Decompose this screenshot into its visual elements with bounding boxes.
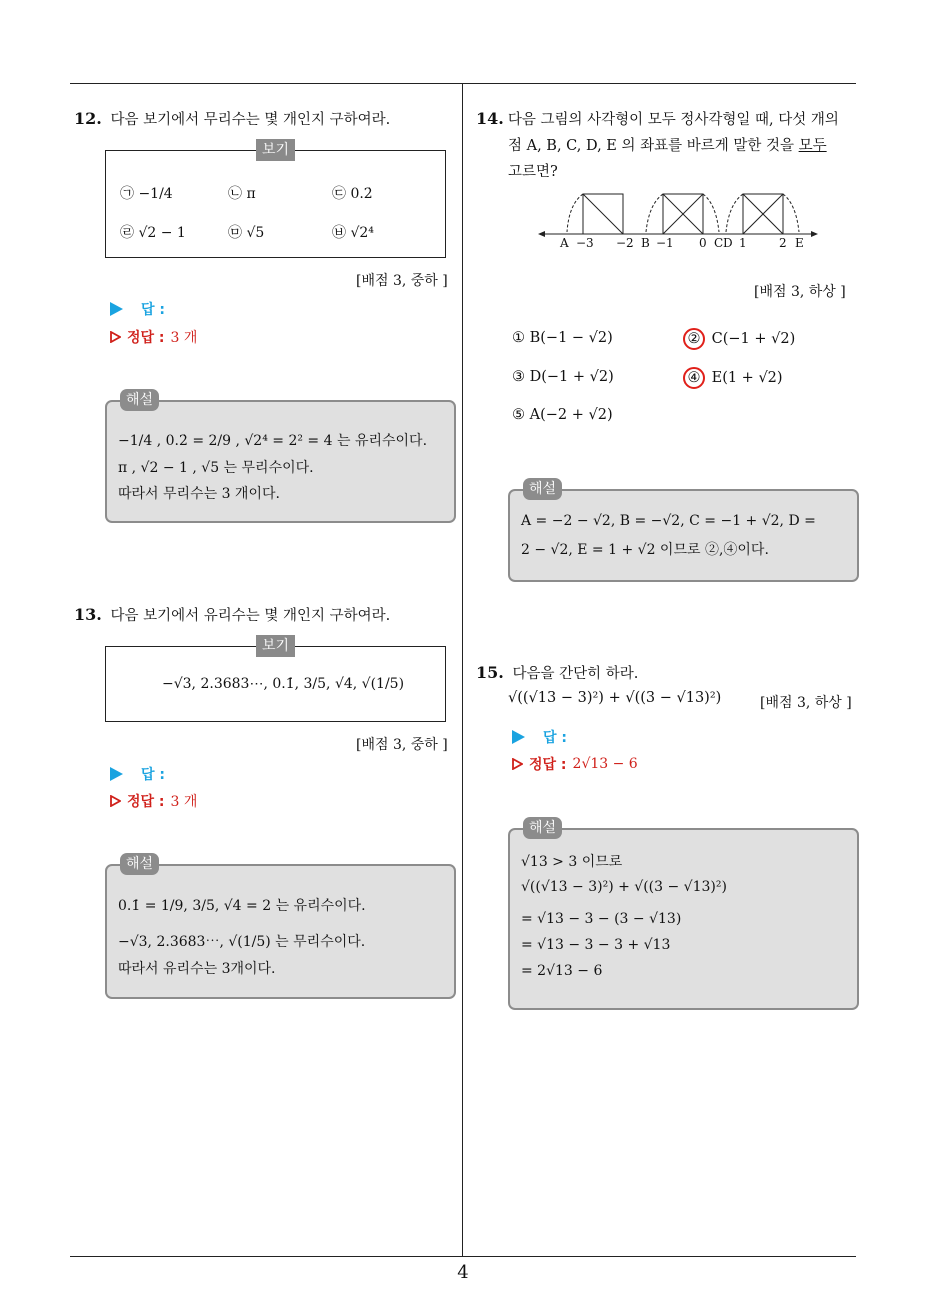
q13-correct-row bbox=[110, 791, 197, 811]
q14-question bbox=[476, 106, 861, 185]
outline-triangle-icon bbox=[110, 331, 121, 343]
q15-score: [배점 3, 하상 ] bbox=[760, 695, 852, 711]
q14-choice-5 bbox=[512, 407, 613, 423]
q12-answer-label: 답 : bbox=[141, 302, 165, 318]
arc-to-B bbox=[646, 194, 663, 232]
q15-correct-row bbox=[512, 754, 638, 774]
tick-2: 2 bbox=[779, 236, 787, 250]
label-B: B bbox=[641, 236, 650, 250]
marked-choice-number: ② bbox=[683, 328, 705, 350]
play-arrow-icon bbox=[512, 730, 525, 744]
q14-choice-4 bbox=[683, 367, 783, 389]
marked-choice-number: ④ bbox=[683, 367, 705, 389]
q13-bogi-content: −√3, 2.3683⋯, 0.1̇, 3/5, √4, √(1/5) bbox=[162, 676, 405, 692]
q15-expl-line-3: = √13 − 3 − (3 − √13) bbox=[521, 911, 682, 927]
q12-item-5: ㉤ √5 bbox=[228, 225, 265, 241]
tick-minus-3: −3 bbox=[576, 236, 594, 250]
q15-answer-label: 답 : bbox=[543, 730, 567, 746]
tick-minus-1: −1 bbox=[656, 236, 674, 250]
q12-score: [배점 3, 중하 ] bbox=[356, 273, 448, 289]
q14-text-line1: 다음 그림의 사각형이 모두 정사각형일 때, 다섯 개의 bbox=[507, 112, 839, 128]
tick-minus-2: −2 bbox=[616, 236, 634, 250]
q13-correct-value: 3 개 bbox=[170, 794, 198, 810]
q13-number: 13. bbox=[74, 605, 102, 624]
q13-text: 다음 보기에서 유리수는 몇 개인지 구하여라. bbox=[110, 608, 391, 624]
q14-number: 14. bbox=[476, 109, 504, 128]
q14-expl-line-1: A = −2 − √2, B = −√2, C = −1 + √2, D = bbox=[521, 513, 816, 529]
q15-text: 다음을 간단히 하라. bbox=[512, 666, 639, 682]
q15-expl-line-5: = 2√13 − 6 bbox=[521, 963, 603, 979]
q12-correct-value: 3 개 bbox=[170, 330, 198, 346]
q12-bogi-label: 보기 bbox=[256, 139, 295, 161]
q14-score: [배점 3, 하상 ] bbox=[754, 284, 846, 300]
q15-expl-line-2: √((√13 − 3)²) + √((3 − √13)²) bbox=[521, 879, 727, 895]
play-arrow-icon bbox=[110, 302, 123, 316]
play-arrow-icon bbox=[110, 767, 123, 781]
choice-number: ③ bbox=[512, 369, 525, 385]
label-E: E bbox=[795, 236, 804, 250]
choice-text: C(−1 + √2) bbox=[711, 331, 796, 347]
arc-to-D bbox=[726, 194, 743, 232]
q14-expl-label: 해설 bbox=[523, 478, 562, 500]
choice-text: E(1 + √2) bbox=[711, 370, 783, 386]
arc-to-E bbox=[783, 194, 799, 232]
outline-triangle-icon bbox=[110, 795, 121, 807]
q15-question bbox=[476, 660, 638, 687]
q13-expl-line-3: 따라서 유리수는 3개이다. bbox=[118, 961, 276, 977]
q12-item-4: ㉣ √2 − 1 bbox=[120, 225, 186, 241]
choice-text: D(−1 + √2) bbox=[529, 369, 614, 385]
q15-correct-value: 2√13 − 6 bbox=[572, 756, 638, 772]
q12-expl-label: 해설 bbox=[120, 389, 159, 411]
q12-text: 다음 보기에서 무리수는 몇 개인지 구하여라. bbox=[110, 112, 391, 128]
choice-text: A(−2 + √2) bbox=[529, 407, 613, 423]
q15-correct-label: 정답 : bbox=[529, 757, 567, 773]
page-number: 4 bbox=[457, 1262, 469, 1283]
q13-score: [배점 3, 중하 ] bbox=[356, 737, 448, 753]
q13-bogi-label: 보기 bbox=[256, 635, 295, 657]
axis-left-arrow bbox=[538, 231, 545, 237]
arc-to-C bbox=[703, 194, 719, 232]
q14-text-line3: 고르면? bbox=[508, 164, 558, 180]
q14-choice-2 bbox=[683, 328, 795, 350]
arc-to-A bbox=[567, 194, 583, 232]
q15-expl-line-4: = √13 − 3 − 3 + √13 bbox=[521, 937, 671, 953]
q15-expl-label: 해설 bbox=[523, 817, 562, 839]
q12-item-6: ㉥ √2⁴ bbox=[332, 225, 374, 241]
q12-expl-line-3: 따라서 무리수는 3 개이다. bbox=[118, 486, 280, 502]
q12-question bbox=[74, 106, 390, 133]
q12-number: 12. bbox=[74, 109, 102, 128]
q12-item-2: ㉡ π bbox=[228, 186, 256, 202]
q14-text-line2b: 모두 bbox=[798, 138, 827, 154]
q15-number: 15. bbox=[476, 663, 504, 682]
q13-correct-label: 정답 : bbox=[127, 794, 165, 810]
q12-item-1: ㉠ −1/4 bbox=[120, 186, 173, 202]
q12-item-3: ㉢ 0.2̇ bbox=[332, 186, 373, 202]
q13-answer-row bbox=[110, 764, 165, 784]
q14-text-line2a: 점 A, B, C, D, E 의 좌표를 바르게 말한 것을 bbox=[508, 138, 799, 154]
tick-0: 0 bbox=[699, 236, 707, 250]
q12-expl-line-2: π , √2 − 1 , √5 는 무리수이다. bbox=[118, 460, 314, 476]
q12-answer-row bbox=[110, 299, 165, 319]
q13-expl-line-2: −√3, 2.3683⋯, √(1/5) 는 무리수이다. bbox=[118, 934, 366, 950]
top-rule bbox=[70, 83, 856, 84]
q15-expl-line-1: √13 > 3 이므로 bbox=[521, 854, 623, 870]
square-1-diagonal bbox=[583, 194, 623, 234]
choice-number: ① bbox=[512, 330, 525, 346]
q13-answer-label: 답 : bbox=[141, 767, 165, 783]
q14-explanation-box bbox=[508, 489, 859, 582]
q12-correct-row bbox=[110, 327, 197, 347]
column-divider bbox=[462, 83, 463, 1257]
q13-expl-label: 해설 bbox=[120, 853, 159, 875]
q13-question bbox=[74, 602, 390, 629]
q15-answer-row bbox=[512, 727, 567, 747]
tick-1: 1 bbox=[739, 236, 747, 250]
q14-choice-3 bbox=[512, 369, 614, 385]
q12-expl-line-1: −1/4 , 0.2̇ = 2/9 , √2⁴ = 2² = 4 는 유리수이다. bbox=[118, 433, 428, 449]
q13-expl-line-1: 0.1̇ = 1/9, 3/5, √4 = 2 는 유리수이다. bbox=[118, 898, 366, 914]
outline-triangle-icon bbox=[512, 758, 523, 770]
choice-number: ⑤ bbox=[512, 407, 525, 423]
q14-choice-1 bbox=[512, 330, 613, 346]
q12-correct-label: 정답 : bbox=[127, 330, 165, 346]
label-A: A bbox=[560, 236, 569, 250]
q15-expression: √((√13 − 3)²) + √((3 − √13)²) bbox=[508, 690, 722, 706]
label-D: D bbox=[723, 236, 733, 250]
q14-number-line-figure bbox=[538, 186, 818, 252]
bottom-rule bbox=[70, 1256, 856, 1257]
choice-text: B(−1 − √2) bbox=[529, 330, 613, 346]
axis-right-arrow bbox=[811, 231, 818, 237]
label-C: C bbox=[714, 236, 724, 250]
q14-expl-line-2: 2 − √2, E = 1 + √2 이므로 ②,④이다. bbox=[521, 542, 769, 558]
